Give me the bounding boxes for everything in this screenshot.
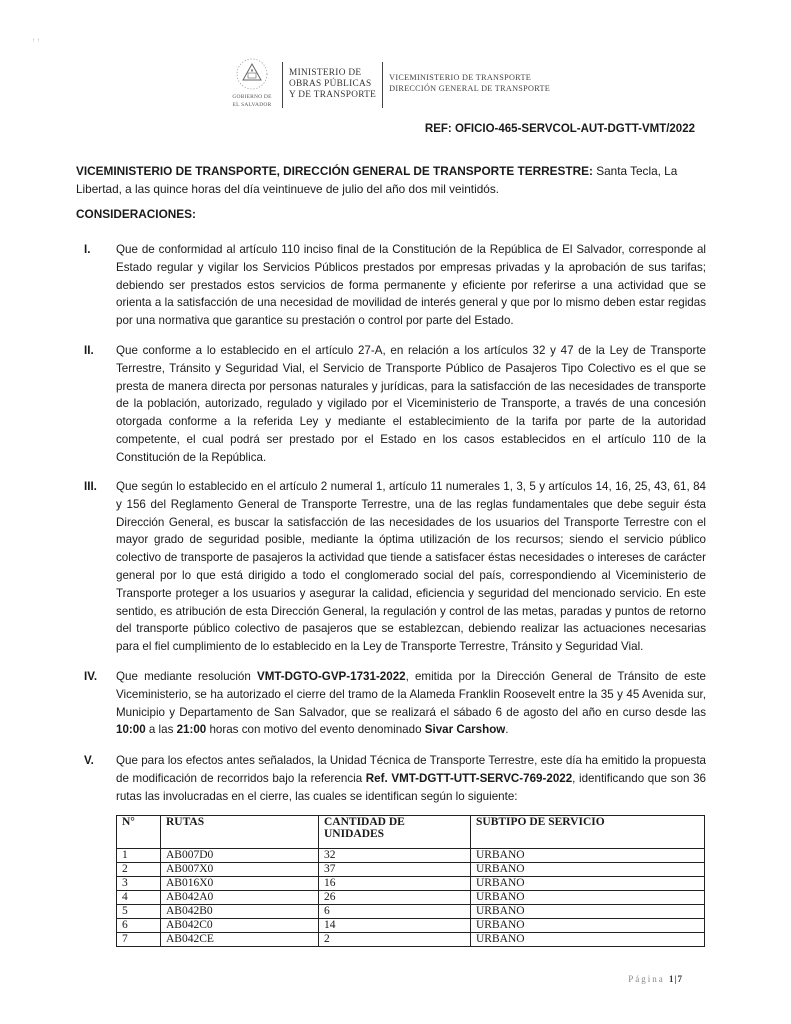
cell-number: 5 — [117, 905, 161, 919]
consideration-item — [76, 668, 706, 739]
table-row — [117, 905, 705, 919]
text-run: Que para los efectos antes señalados, la Unidad Técnica de Transporte Terrestre, este día ha emitido la propuesta de modificación de recorridos bajo la referencia — [116, 754, 706, 785]
cell-number: 4 — [117, 891, 161, 905]
cell-route: AB042B0 — [161, 905, 319, 919]
start-time: 10:00 — [116, 723, 146, 737]
text-run: Que mediante resolución — [116, 670, 257, 683]
cell-route: AB007X0 — [161, 863, 319, 877]
intro-rest: Santa Tecla, La Libertad, a las quince horas del día veintinueve de julio del año dos mil veintidós. — [76, 164, 678, 196]
routes-table — [116, 815, 705, 947]
cell-route: AB016X0 — [161, 877, 319, 891]
item-number: II. — [84, 344, 94, 357]
cell-number: 7 — [117, 933, 161, 947]
cell-units: 16 — [319, 877, 471, 891]
ministry-line-3: Y DE TRANSPORTE — [289, 90, 377, 100]
header-number: N° — [117, 816, 161, 849]
text-run: horas con motivo del evento denominado — [206, 723, 425, 737]
letterhead — [228, 56, 550, 118]
cell-number: 6 — [117, 919, 161, 933]
item-text — [116, 752, 706, 805]
page-footer — [628, 974, 683, 984]
gov-line-1: GOBIERNO DE — [232, 94, 272, 100]
table-row — [117, 919, 705, 933]
cell-subtype: URBANO — [471, 891, 705, 905]
cell-number: 1 — [117, 849, 161, 863]
cell-subtype: URBANO — [471, 863, 705, 877]
considerations-heading: CONSIDERACIONES: — [76, 207, 196, 221]
cell-subtype: URBANO — [471, 849, 705, 863]
header-routes: RUTAS — [161, 816, 319, 849]
item-text — [116, 668, 706, 739]
cell-number: 3 — [117, 877, 161, 891]
cell-route: AB042A0 — [161, 891, 319, 905]
scan-mark: ↑ ↑ — [32, 38, 40, 44]
consideration-item — [76, 241, 706, 330]
reference-number: REF: OFICIO-465-SERVCOL-AUT-DGTT-VMT/2022 — [424, 123, 695, 135]
vice-line-1: VICEMINISTERIO DE TRANSPORTE — [389, 73, 532, 82]
cell-units: 14 — [319, 919, 471, 933]
intro-lead: VICEMINISTERIO DE TRANSPORTE, DIRECCIÓN GENERAL DE TRANSPORTE TERRESTRE: — [76, 164, 593, 178]
text-run: . — [505, 723, 509, 737]
ministry-block — [289, 56, 376, 101]
cell-route: AB042CE — [161, 933, 319, 947]
cell-units: 32 — [319, 849, 471, 863]
government-seal — [228, 56, 276, 108]
header-units: CANTIDAD DE UNIDADES — [319, 816, 471, 849]
cell-subtype: URBANO — [471, 877, 705, 891]
intro-paragraph — [76, 162, 706, 198]
consideration-item — [76, 342, 706, 467]
page-number: 1|7 — [669, 974, 683, 984]
item-number: IV. — [84, 670, 98, 683]
event-name: Sivar Carshow — [424, 723, 506, 737]
utt-reference: Ref. VMT-DGTT-UTT-SERVC-769-2022 — [365, 771, 573, 785]
item-number: I. — [84, 243, 91, 256]
cell-subtype: URBANO — [471, 919, 705, 933]
table-row — [117, 891, 705, 905]
text-run: , emitida por la Dirección General de Tránsito de este Viceministerio, se ha autorizado el cierre del tramo de la Alameda Franklin Roosevelt entre la 35 y 45 Avenida sur, Municipio y Departamento de San Salvador, que se realizará el sábado 6 de agosto del año en curso desde las — [116, 670, 706, 719]
text-run: , identificando que son 36 rutas las involucradas en el cierre, las cuales se identifican según lo siguiente: — [116, 771, 707, 803]
cell-route: AB042C0 — [161, 919, 319, 933]
item-number: V. — [84, 754, 94, 767]
vice-block — [389, 56, 550, 94]
text-run: a las — [145, 723, 177, 737]
seal-icon — [234, 56, 270, 92]
cell-subtype: URBANO — [471, 905, 705, 919]
ministry-line-2: OBRAS PÚBLICAS — [289, 79, 372, 89]
resolution-reference: VMT-DGTO-GVP-1731-2022 — [256, 670, 406, 683]
cell-units: 37 — [319, 863, 471, 877]
cell-units: 6 — [319, 905, 471, 919]
item-text: Que conforme a lo establecido en el artículo 27-A, en relación a los artículos 32 y 47 de la Ley de Transporte Terrestre, Tránsito y Seguridad Vial, el Servicio de Transporte Público de Pasajeros Tipo Colectivo es el que se presta de manera directa por personas naturales y jurídicas, para la satisfacción de las necesidades de transporte de la población, autorizado, regulado y vigilado por el Viceministerio de Transporte, a través de una concesión otorgada conforme a la referida Ley y mediante el establecimiento de la tarifa por parte de la autoridad competente, el cual podrá ser prestado por el Estado en los casos establecidos en el artículo 110 de la Constitución de la República. — [116, 344, 706, 464]
cell-subtype: URBANO — [471, 933, 705, 947]
header-divider-2 — [382, 62, 383, 108]
cell-units: 2 — [319, 933, 471, 947]
table-row — [117, 849, 705, 863]
end-time: 21:00 — [176, 723, 207, 737]
consideration-item — [76, 752, 706, 805]
item-text: Que de conformidad al artículo 110 inciso final de la Constitución de la República de El Salvador, corresponde al Estado regular y vigilar los Servicios Públicos prestados por empresas privadas y la aprobación de sus tarifas; debiendo ser prestados estos servicios de forma permanente y eficiente por referirse a una actividad que se orienta a la satisfacción de una necesidad de movilidad de interés general y que por lo mismo deben estar regidas por una normativa que garantice su prestación o control por parte del Estado. — [116, 243, 706, 328]
vice-line-2: DIRECCIÓN GENERAL DE TRANSPORTE — [389, 84, 551, 93]
ministry-line-1: MINISTERIO DE — [289, 68, 362, 78]
cell-route: AB007D0 — [161, 849, 319, 863]
header-divider — [282, 62, 283, 108]
item-text: Que según lo establecido en el artículo 2 numeral 1, artículo 11 numerales 1, 3, 5 y artículos 14, 16, 25, 43, 61, 84 y 156 del Reglamento General de Transporte Terrestre, una de las reglas fundamentales que debe seguir ésta Dirección General, es buscar la satisfacción de las necesidades de los usuarios del Transporte Terrestre con el mayor grado de seguridad posible, mediante la óptima utilización de los recursos; siendo el servicio público colectivo de transporte de pasajeros la actividad que tiende a satisfacer éstas necesidades o intereses de carácter general por lo que está dirigido a todo el conglomerado social del país, correspondiendo al Viceministerio de Transporte proteger a los usuarios y asegurar la calidad, eficiencia y seguridad del mencionado servicio. En este sentido, es atribución de esta Dirección General, la regulación y control de las metas, paradas y puntos de retorno del transporte público colectivo de pasajeros que se establezcan, debiendo realizar las actuaciones necesarias para el fiel cumplimiento de lo establecido en la Ley de Transporte Terrestre, Tránsito y Seguridad Vial. — [116, 480, 706, 654]
page-label: Página — [628, 974, 665, 984]
table-row — [117, 933, 705, 947]
table-row — [117, 877, 705, 891]
cell-units: 26 — [319, 891, 471, 905]
table-header-row — [117, 816, 705, 849]
header-subtype: SUBTIPO DE SERVICIO — [471, 816, 705, 849]
gov-line-2: EL SALVADOR — [232, 102, 272, 108]
item-number: III. — [84, 480, 97, 493]
table-row — [117, 863, 705, 877]
consideration-item — [76, 478, 706, 656]
cell-number: 2 — [117, 863, 161, 877]
